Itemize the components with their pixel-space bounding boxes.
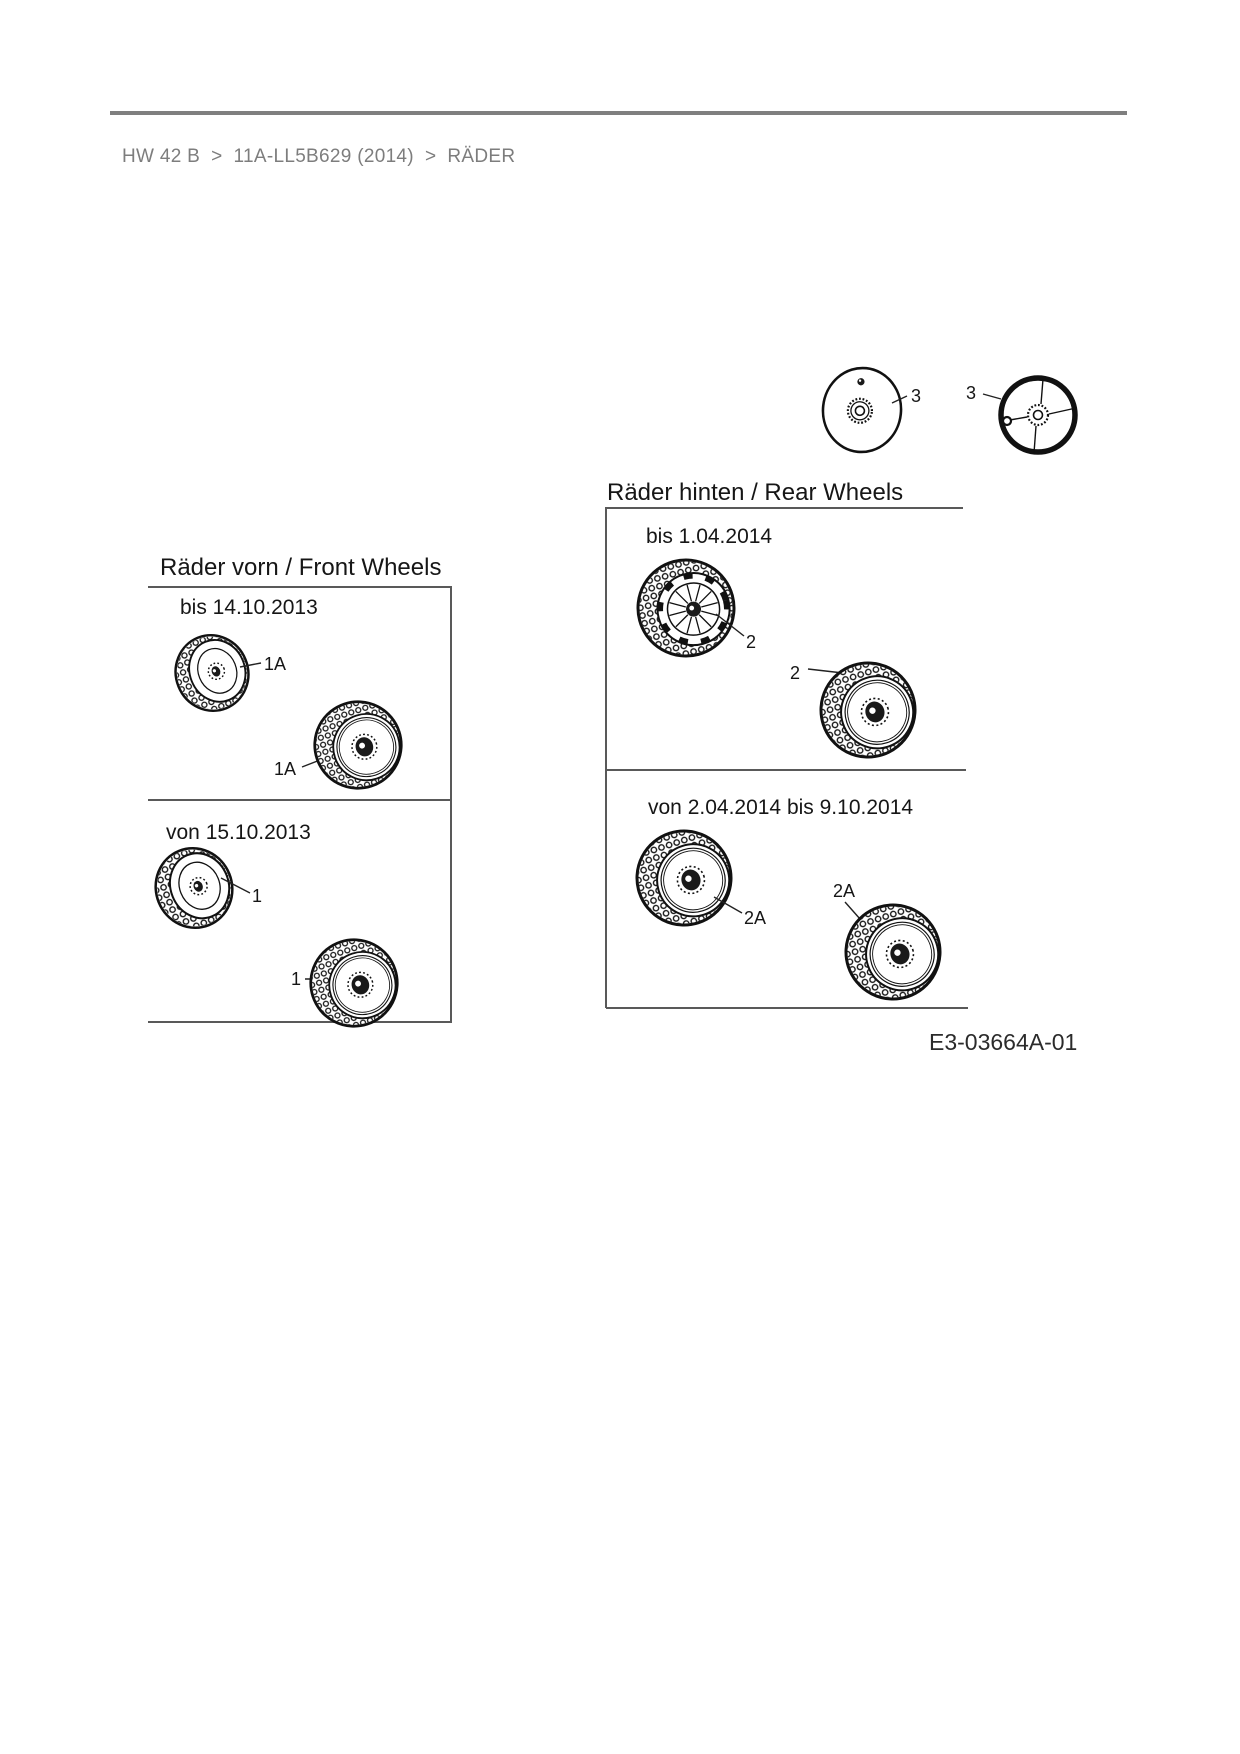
leader-line	[983, 394, 1001, 399]
breadcrumb-item-model[interactable]: HW 42 B	[122, 146, 201, 167]
breadcrumb-separator: >	[424, 146, 437, 167]
drawing-code: E3-03664A-01	[929, 1029, 1078, 1055]
front-wheel-1a-illustration	[304, 691, 413, 800]
rear-period-1: bis 1.04.2014	[646, 525, 773, 548]
rear-period-2: von 2.04.2014 bis 9.10.2014	[648, 796, 914, 819]
rear-wheel-illustration	[809, 651, 927, 769]
front-wheel-1-illustration	[144, 837, 244, 940]
breadcrumb-separator: >	[211, 146, 223, 167]
part-label-1-second: 1	[291, 969, 302, 989]
part-label-2a-first: 2A	[744, 908, 767, 928]
front-period-2: von 15.10.2013	[166, 821, 311, 844]
front-wheel-1a-illustration	[164, 624, 259, 722]
part-label-3-left: 3	[911, 386, 922, 406]
hubcap-spoked-illustration	[1001, 378, 1076, 453]
breadcrumb-item-current: RÄDER	[447, 146, 516, 167]
part-label-1-first: 1	[252, 886, 263, 906]
rear-wheel-2a-illustration	[834, 893, 952, 1011]
rear-wheel-2a-illustration	[625, 819, 743, 937]
rear-wheel-spoked-illustration	[627, 549, 745, 667]
part-label-2-second: 2	[790, 663, 801, 683]
part-label-2a-second: 2A	[833, 881, 856, 901]
rear-wheels-title: Räder hinten / Rear Wheels	[607, 479, 904, 506]
part-label-2-first: 2	[746, 632, 757, 652]
hubcap-smooth-illustration	[819, 364, 905, 456]
part-label-1a-first: 1A	[264, 654, 287, 674]
front-period-1: bis 14.10.2013	[180, 596, 318, 619]
breadcrumb-item-article[interactable]: 11A-LL5B629 (2014)	[233, 146, 414, 167]
part-label-3-right: 3	[966, 383, 977, 403]
part-label-1a-second: 1A	[274, 759, 297, 779]
front-wheels-title: Räder vorn / Front Wheels	[160, 554, 442, 581]
